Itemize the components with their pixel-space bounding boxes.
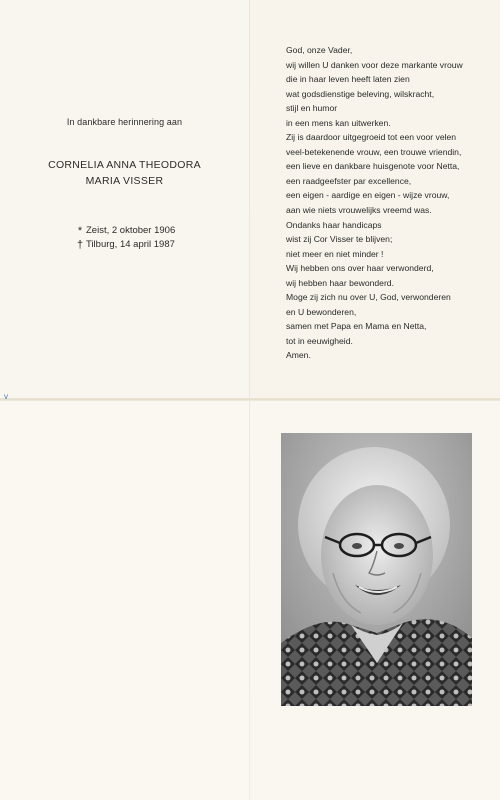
birth-text: Zeist, 2 oktober 1906 — [86, 225, 176, 236]
death-cross-icon: † — [76, 239, 84, 251]
death-row — [74, 238, 214, 252]
prayer-line: Ondanks haar handicaps — [286, 219, 382, 230]
prayer-line: stijl en humor — [286, 103, 338, 114]
prayer-line: Zij is daardoor uitgegroeid tot een voor velen — [286, 132, 457, 143]
deceased-name — [0, 157, 249, 189]
prayer-line: samen met Papa en Mama en Netta, — [286, 321, 427, 332]
prayer-line: een lieve en dankbare huisgenote voor Netta, — [286, 161, 460, 172]
corner-mark: v — [4, 392, 8, 401]
prayer-line: niet meer en niet minder ! — [286, 248, 384, 259]
prayer-line: wat godsdienstige beleving, wilskracht, — [286, 88, 435, 99]
name-line-2: MARIA VISSER — [85, 175, 164, 187]
prayer-line: veel-betekenende vrouw, een trouwe vriendin, — [286, 146, 462, 157]
life-dates — [74, 224, 214, 252]
prayer-line: een raadgeefster par excellence, — [286, 175, 412, 186]
birth-star-icon: * — [77, 225, 83, 237]
portrait-image — [281, 433, 472, 706]
death-text: Tilburg, 14 april 1987 — [86, 239, 175, 250]
prayer-line: God, onze Vader, — [286, 45, 353, 55]
portrait-photo — [281, 433, 472, 706]
birth-row — [74, 224, 214, 238]
prayer-line: in een mens kan uitwerken. — [286, 117, 391, 128]
panel-top-left — [0, 0, 249, 398]
prayer-text — [286, 43, 496, 363]
prayer-line: Amen. — [286, 350, 311, 361]
prayer-line: tot in eeuwigheid. — [286, 335, 353, 346]
panel-bottom-left — [0, 401, 249, 800]
prayer-line: aan wie niets vrouwelijks vreemd was. — [286, 205, 432, 216]
horizontal-fold — [0, 398, 500, 401]
prayer-line: wist zij Cor Visser te blijven; — [286, 234, 393, 245]
name-line-1: CORNELIA ANNA THEODORA — [48, 159, 201, 171]
prayer-line: een eigen - aardige en eigen - wijze vrouw, — [286, 190, 450, 201]
prayer-line: wij willen U danken voor deze markante vrouw — [286, 59, 463, 70]
prayer-line: die in haar leven heeft laten zien — [286, 74, 410, 85]
prayer-line: Wij hebben ons over haar verwonderd, — [286, 263, 434, 274]
prayer-line: wij hebben haar bewonderd. — [286, 277, 394, 288]
prayer-line: en U bewonderen, — [286, 306, 357, 317]
intro-text: In dankbare herinnering aan — [66, 117, 183, 127]
prayer-line: Moge zij zich nu over U, God, verwonderen — [286, 292, 451, 303]
